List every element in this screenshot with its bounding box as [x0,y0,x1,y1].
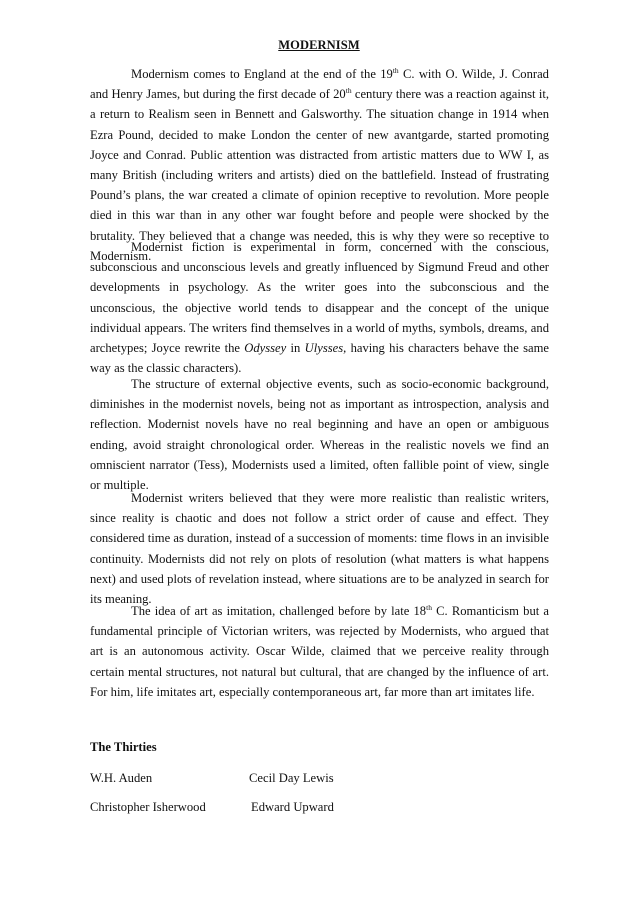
text-run: C. Romanticism but a fundamental principle of Victorian writers, was rejected by Modernists, who argued that art is an autonomous activity. Oscar Wilde, claimed that we perceive reality through certain mental structures, not natural but cultural, that are changed by the influence of art. For him, life imitates art, especially contemporaneous art, far more than art imitates life. [90,604,549,699]
superscript: th [392,66,399,75]
paragraph-modernist-fiction [90,237,549,378]
text-run: C. with O. Wilde, J. Conrad and Henry James, but during the first decade of 20 [90,67,549,102]
italic-title-ulysses: Ulysses, [304,341,347,356]
paragraph-structure: The structure of external objective events, such as socio-economic background, diminishes in the modernist novels, being not as important as introspection, analysis and reflection. Modernist novels have no real beginning and have an open or ambiguous ending, avoid straight chronological order. Whereas in the realistic novels we find an omniscient narrator (Tess), Modernists used a limited, often fallible point of view, single or multiple. [90,377,549,493]
author-name: Christopher Isherwood [90,800,206,814]
text-run: having his characters behave the same way as the classic characters). [90,341,549,376]
italic-title-odyssey: Odyssey [244,341,287,356]
author-name: Edward Upward [251,800,334,814]
text-run: Modernist fiction is experimental in form, concerned with the conscious, subconscious and unconscious levels and greatly influenced by Sigmund Freud and other developments in psychology. As the writer goes into the subconscious and the unconscious, the objective world tends to disappear and the concept of the unique individual appears. The writers find themselves in a world of myths, symbols, dreams, and archetypes; Joyce rewrite the [90,240,549,356]
text-run: The idea of art as imitation, challenged before by late 18 [131,604,427,618]
paragraph-art-imitation [90,601,549,702]
superscript: th [345,86,352,96]
text-run: Modernism comes to England at the end of the 19 [131,67,393,81]
author-name: Cecil Day Lewis [249,771,334,785]
section-heading: The Thirties [90,740,157,754]
author-name: W.H. Auden [90,771,153,785]
paragraph-modernism-origins [90,64,549,266]
paragraph-realism: Modernist writers believed that they were more realistic than realistic writers, since reality is chaotic and does not follow a strict order of cause and effect. They considered time as duration, instead of a succession of moments: time flows in an invisible continuity. Modernists did not rely on plots of resolution (what matters is what happens next) and used plots of revelation instead, where situations are to be analyzed in search for its meaning. [90,491,549,607]
text-run: in [286,341,305,356]
text-run: century there was a reaction against it, a return to Realism seen in Bennett and Galsworthy. The situation change in 1914 when Ezra Pound, decided to make London the center of new avantgarde, started promoting Joyce and Conrad. Public attention was distracted from artistic matters due to WW I, as many British (including writers and artists) died on the battlefield. Instead of frustrating Pound’s plans, the war created a climate of opinion receptive to revolution. More people died in this war than in any other war fought before and people were shocked by the brutality. They believed that a change was needed, this is why they were so receptive to Modernism. [90,87,549,263]
document-title: MODERNISM [278,38,360,52]
superscript: th [426,603,432,612]
